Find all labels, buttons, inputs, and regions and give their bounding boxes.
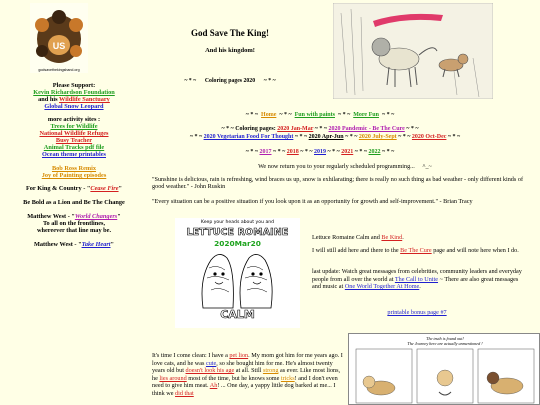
story-text: ! and I don't even need to give him meat.: [152, 374, 338, 390]
lr-prefix: Lettuce Romaine Calm and: [312, 234, 382, 241]
frontlines-label: To all on the frontlines,: [42, 220, 106, 227]
coloring-pages-label: Coloring pages:: [235, 126, 276, 132]
pet-lion-link[interactable]: pet lion: [229, 352, 249, 359]
nav-row-1: [200, 111, 440, 119]
nav-separator: ~ * ~: [381, 112, 395, 118]
cute-link[interactable]: cute: [205, 359, 217, 367]
printable-bonus-link[interactable]: printable bonus page #7: [387, 309, 447, 316]
nav-separator: ~ * ~: [189, 134, 203, 140]
cat-paw-logo-icon: [30, 3, 88, 73]
nav-separator: ~ * ~: [294, 134, 308, 140]
period: .: [402, 234, 404, 241]
nav-separator: ~ * ~: [447, 134, 461, 140]
mw2-prefix: Matthew West - ": [33, 241, 82, 248]
story-text: as ever. Like most lions, he: [152, 367, 341, 382]
story-text: at all. Still: [234, 367, 263, 375]
nav-separator: ~ * ~: [273, 149, 286, 155]
logo-url: godsavethekingshand.org: [38, 68, 80, 72]
page-subtitle: And his kingdom!: [205, 47, 255, 54]
tricks-link[interactable]: tricks: [280, 374, 295, 382]
add-more-prefix: I will still add here and there to the: [312, 247, 401, 254]
lion-story: [152, 352, 344, 398]
take-heart-link[interactable]: Take Heart: [81, 241, 111, 248]
lies-around-link[interactable]: lies around: [159, 374, 187, 382]
nav-separator: ~ * ~: [398, 134, 411, 140]
nav-separator: ~ * ~: [406, 126, 419, 132]
lettuce-date: 2020Mar20: [214, 239, 261, 248]
nav-more-fun-link[interactable]: More Fun: [353, 112, 379, 118]
joy-painting-link[interactable]: Joy of Painting episodes: [41, 172, 107, 179]
nav-separator: ~ * ~: [300, 149, 313, 155]
be-the-cure-link[interactable]: Be The Cure: [400, 247, 432, 254]
nav-row-3: [160, 133, 490, 141]
nav-separator: ~ * ~: [337, 112, 351, 118]
did-that-link[interactable]: did that: [175, 389, 194, 397]
nav-2017-link[interactable]: 2017: [259, 149, 272, 155]
story-text: most of the time, but he knows some: [186, 374, 281, 382]
lettuce-heads-icon: [197, 248, 277, 312]
nav-pandemic-link[interactable]: 2020 Pandemic - Be The Cure: [328, 126, 405, 132]
comic-panels-icon: [355, 348, 535, 404]
comic-caption-2: The Journey here are actually unmentioned !: [407, 341, 483, 346]
nav-separator: ~ * ~: [345, 134, 358, 140]
king-country-prefix: For King & Country - ": [25, 185, 91, 192]
nav-2022-link[interactable]: 2022: [368, 149, 381, 155]
ocean-link[interactable]: Ocean theme printables: [41, 151, 106, 158]
period: .: [419, 283, 421, 291]
lion-dog-illustration-icon: [333, 3, 493, 99]
nav-row-4: [190, 148, 450, 156]
strong-link[interactable]: strong: [262, 367, 279, 375]
quote-mark: ": [117, 213, 121, 220]
bob-ross-link[interactable]: Bob Ross Remix: [51, 165, 97, 172]
nav-2020-jan-mar-link[interactable]: 2020 Jan-Mar: [277, 126, 314, 132]
add-more-suffix: page and will note here when I do.: [431, 247, 519, 254]
nav-separator: ~ * ~: [245, 149, 258, 155]
and-his-label: and his: [38, 96, 58, 103]
comic-caption-1: The truth is found out!: [426, 336, 464, 341]
nav-2018-link[interactable]: 2018: [286, 149, 299, 155]
add-more-text: [312, 247, 522, 255]
doesnt-look-link[interactable]: doesn't look his age: [185, 367, 235, 375]
lettuce-calm-text: [312, 234, 522, 242]
quote-mark: ": [110, 241, 115, 248]
please-support-label: Please Support:: [52, 82, 96, 89]
quote-mark: ": [118, 185, 123, 192]
one-world-link[interactable]: One World Together At Home: [344, 283, 420, 291]
nav-2021-link[interactable]: 2021: [341, 149, 354, 155]
cease-fire-link[interactable]: Cease Fire: [90, 185, 119, 192]
nav-2019-link[interactable]: 2019: [314, 149, 326, 155]
more-activity-label: more activity sites :: [47, 116, 101, 123]
nav-separator: ~ * ~: [314, 126, 328, 132]
nav-separator: ~ * ~: [279, 112, 292, 118]
update-mid: ~ There are also great messages and music at: [312, 275, 519, 291]
svg-text:US: US: [52, 41, 66, 51]
tracy-quote: "Every situation can be a positive situation if you look upon it as an opportunity for growth and self-improvement." - Brian Tracy: [152, 198, 473, 205]
nav-apr-jun-link[interactable]: 2020 Apr-Jun: [308, 134, 344, 140]
foundation-link[interactable]: Kevin Richardson Foundation: [33, 89, 115, 96]
lettuce-heading: Keep your heads about you and: [200, 220, 275, 225]
nav-home-link[interactable]: Home: [261, 112, 277, 118]
nav-separator: ~ * ~: [245, 112, 259, 118]
ah-link[interactable]: Ah: [209, 382, 218, 390]
comic-strip: [348, 333, 540, 405]
trees-link[interactable]: Trees for Wildlife: [50, 123, 98, 130]
nav-separator: ~ * ~: [382, 149, 395, 155]
wherever-label: whereever that line may be.: [36, 227, 112, 234]
story-text: ! ... One day, a yappy little dog barked at me... I think we: [152, 382, 336, 397]
ruskin-quote: "Sunshine is delicious, rain is refreshing, wind braces us up, snow is exhilarating; there is really no such thing as bad weather - only different kinds of good weather." - John Ruskin: [152, 176, 524, 191]
programming-note: We now return you to your regularly scheduled programming... ^_~: [258, 163, 432, 170]
story-text: It's time I come clean: I have a: [152, 352, 230, 359]
nav-fun-paints-link[interactable]: Fun with paints: [294, 112, 335, 118]
update-text: [312, 268, 522, 291]
snow-leopard-link[interactable]: Global Snow Leopard: [44, 103, 104, 110]
be-kind-link[interactable]: Be Kind: [381, 234, 403, 241]
nav-oct-dec-link[interactable]: 2020 Oct-Dec: [411, 134, 447, 140]
story-text: . My mom got him for me years ago. I love cats, and he was: [152, 352, 343, 367]
nav-separator: ~ * ~: [221, 126, 234, 132]
nav-vegetarian-link[interactable]: 2020 Vegetarian Food For Thought: [203, 134, 294, 140]
be-bold-label: Be Bold as a Lion and Be The Change: [23, 199, 125, 206]
call-to-unite-link[interactable]: The Call to Unite: [394, 275, 439, 283]
sanctuary-link[interactable]: Wildlife Sanctuary: [59, 96, 110, 103]
busy-teacher-link[interactable]: Busy Teacher: [55, 137, 93, 144]
cat-logo[interactable]: [30, 3, 88, 73]
nav-july-sept-link[interactable]: 2020 July-Sept: [358, 134, 397, 140]
nav-separator: ~ * ~: [327, 149, 340, 155]
lion-drawing: [333, 3, 493, 99]
nav-row-2: [165, 125, 475, 133]
refuges-link[interactable]: National Wildlife Refuges: [39, 130, 109, 137]
story-text: , so she bought him for me. He's almost twenty years old but: [152, 359, 333, 375]
mw1-prefix: Matthew West - ": [27, 213, 75, 220]
lettuce-title: LETTUCE ROMAINE: [186, 227, 289, 238]
coloring-pages-line: ~ * ~ Coloring pages 2020 ~ * ~: [184, 78, 276, 84]
page-title: God Save The King!: [190, 28, 270, 38]
nav-separator: ~ * ~: [354, 149, 367, 155]
lettuce-coloring-page[interactable]: [175, 218, 300, 328]
update-prefix: last update: Watch great messages from celebrities, community leaders and everyday people from all over the world at: [312, 268, 522, 283]
lettuce-calm: CALM: [220, 308, 255, 321]
world-changers-link[interactable]: World Changers: [74, 213, 118, 220]
animal-tracks-link[interactable]: Animal Tracks pdf file: [43, 144, 105, 151]
